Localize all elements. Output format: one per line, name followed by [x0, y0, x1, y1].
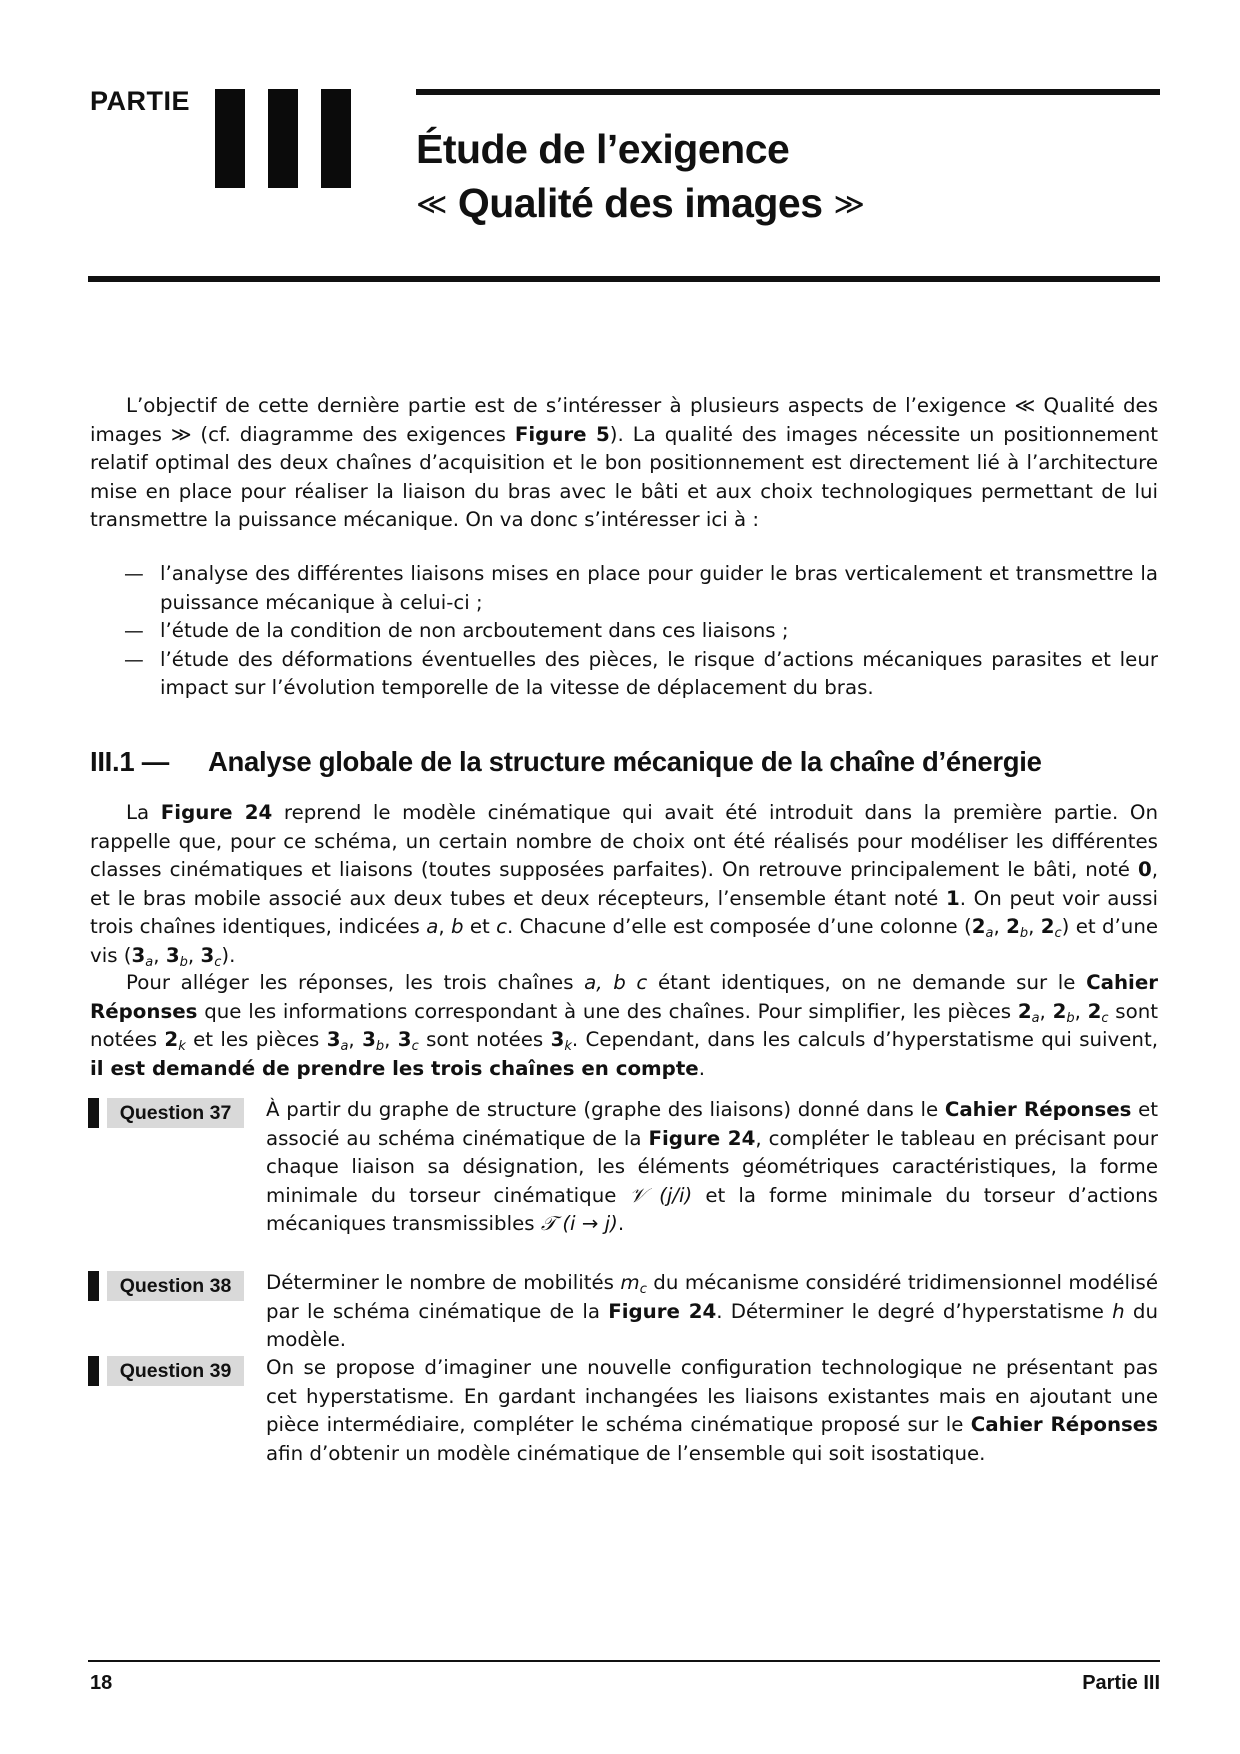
roman-numeral-bar — [268, 89, 298, 188]
list-item: — l’analyse des différentes liaisons mises en place pour guider le bras verticalement et transmettre la puissance mécanique à celui-ci ; — [124, 562, 1158, 614]
section-number: III.1 — — [90, 746, 169, 777]
bullet-list — [124, 560, 1158, 703]
part-number-graphic — [215, 89, 351, 188]
header-rule-top — [416, 89, 1160, 95]
roman-numeral-bar — [215, 89, 245, 188]
page-title-quoted: Qualité des images — [457, 180, 823, 226]
question-marker — [88, 1271, 99, 1301]
question-39-text: On se propose d’imaginer une nouvelle configuration technologique ne présentant pas cet hyperstatisme. En gardant inchangées les liaisons existantes mais en ajoutant une pièce intermédiaire, compléter le schéma cinématique proposé sur le Cahier Réponses afin d’obtenir un modèle cinématique de l’ensemble qui soit isostatique. — [266, 1356, 1158, 1465]
section-title: Analyse globale de la structure mécanique de la chaîne d’énergie — [208, 746, 1042, 777]
list-item: — l’étude de la condition de non arcboutement dans ces liaisons ; — [124, 619, 789, 642]
page-title-line1: Étude de l’exigence — [416, 126, 790, 172]
guillemet-close: ≫ — [833, 187, 865, 222]
footer-rule — [88, 1660, 1160, 1662]
question-marker — [88, 1356, 99, 1386]
page-number: 18 — [90, 1672, 113, 1694]
header-rule-bottom — [88, 276, 1160, 282]
roman-numeral-bar — [321, 89, 351, 188]
intro-paragraph: L’objectif de cette dernière partie est de s’intéresser à plusieurs aspects de l’exigence ≪ Qualité des images ≫ (cf. diagramme des exigences Figure 5). La qualité des images nécessite un positionnement relatif optimal des deux chaînes d’acquisition et le bon positionnement est directement lié à l’architecture mise en place pour réaliser la liaison du bras avec le bâti et aux choix technologiques permettant de lui transmettre la puissance mécanique. On va donc s’intéresser ici à : — [90, 394, 1158, 531]
section-heading — [90, 746, 1160, 778]
guillemet-open: ≪ — [416, 187, 447, 222]
question-37-text: À partir du graphe de structure (graphe des liaisons) donné dans le Cahier Réponses et associé au schéma cinématique de la Figure 24, compléter le tableau en précisant pour chaque liaison sa désignation, les éléments géométriques caractéristiques, la forme minimale du torseur cinématique 𝒱 (j/i) et la forme minimale du torseur d’actions mécaniques transmissibles 𝒯 (i → j). — [266, 1098, 1159, 1235]
question-37-label: Question 37 — [107, 1098, 244, 1128]
figure-ref: Figure 5 — [514, 422, 610, 446]
page-title-line2 — [416, 180, 864, 227]
question-marker — [88, 1098, 99, 1128]
part-label: PARTIE — [90, 86, 191, 116]
paragraph-kinematic-model: La Figure 24 reprend le modèle cinématique qui avait été introduit dans la première partie. On rappelle que, pour ce schéma, un certain nombre de choix ont été réalisés pour modéliser les différentes classes cinématiques et liaisons (toutes supposées parfaites). On retrouve principalement le bâti, noté 0, et le bras mobile associé aux deux tubes et deux récepteurs, l’ensemble étant noté 1. On peut voir aussi trois chaînes identiques, indicées a, b et c. Chacune d’elle est composée d’une colonne ($2_a$, $2_b$, $2_c$) et d’une vis ($3_a$, $3_b$, $3_c$). — [90, 801, 1159, 970]
question-39-label: Question 39 — [107, 1356, 244, 1386]
question-38-label: Question 38 — [107, 1271, 244, 1301]
footer-part-label: Partie III — [1082, 1672, 1160, 1694]
list-item: — l’étude des déformations éventuelles des pièces, le risque d’actions mécaniques parasites et leur impact sur l’évolution temporelle de la vitesse de déplacement du bras. — [124, 647, 1158, 699]
paragraph-simplification: Pour alléger les réponses, les trois chaînes a, b c étant identiques, on ne demande sur le Cahier Réponses que les informations correspondant à une des chaînes. Pour simplifier, les pièces $2_a$, $2_b$, $2_c$ sont notées $2_k$ et les pièces $3_a$, $3_b$, $3_c$ sont notées $3_k$. Cependant, dans les calculs d’hyperstatisme qui suivent, il est demandé de prendre les trois chaînes en compte. — [90, 971, 1159, 1080]
question-38-text: Déterminer le nombre de mobilités $m_c$ du mécanisme considéré tridimensionnel modélisé par le schéma cinématique de la Figure 24. Déterminer le degré d’hyperstatisme h du modèle. — [266, 1271, 1158, 1351]
